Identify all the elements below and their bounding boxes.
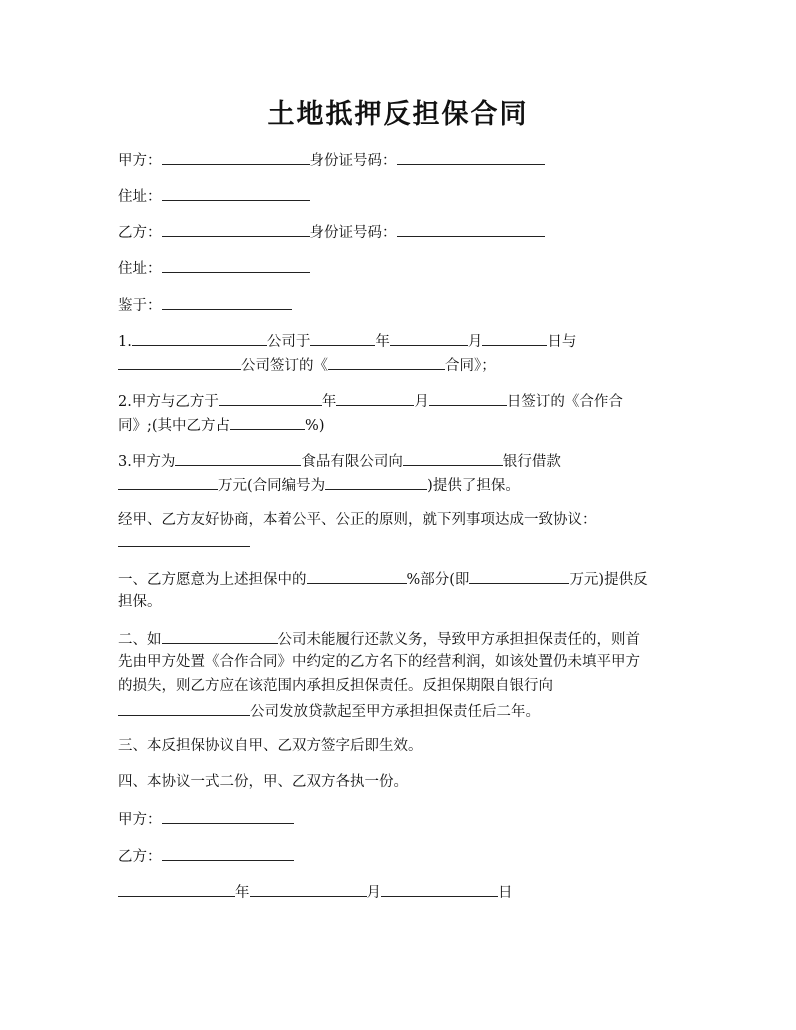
article-2-text-1: 二、如 (118, 632, 162, 648)
party-a-line (118, 147, 545, 173)
article-2-line-3: 的损失，则乙方应在该范围内承担反担保责任。反担保期限自银行向 (118, 678, 553, 694)
clause-1-year-field[interactable] (310, 328, 375, 346)
sign-day-field[interactable] (381, 879, 498, 897)
signature-party-a-field[interactable] (162, 806, 294, 824)
article-1-percent-field[interactable] (307, 566, 407, 584)
article-1-percent-part: %部分(即 (406, 572, 470, 588)
clause-2-text-1: 2.甲方与乙方于 (118, 394, 219, 410)
article-2-fail: 公司未能履行还款义务，导致甲方承担担保责任的，则首 (277, 632, 640, 648)
clause-2-text-2: 同》;(其中乙方占 (118, 418, 231, 434)
document-title: 土地抵押反担保合同 (267, 99, 529, 130)
party-b-name-field[interactable] (162, 219, 310, 237)
clause-3-bank-field[interactable] (403, 448, 503, 466)
article-1-line-2: 担保。 (118, 594, 162, 610)
party-b-address-field[interactable] (162, 255, 310, 273)
clause-1-year: 年 (375, 334, 390, 350)
clause-1-line-1 (118, 328, 576, 354)
signature-party-b (118, 843, 294, 869)
party-b-line (118, 219, 545, 245)
clause-1-company-at: 公司于 (266, 334, 311, 350)
clause-1-day-with: 日与 (547, 334, 577, 350)
party-a-address-label: 住址： (118, 189, 162, 205)
clause-1-company-field[interactable] (132, 328, 267, 346)
article-4: 四、本协议一式二份，甲、乙双方各执一份。 (118, 774, 408, 790)
clause-1-day-field[interactable] (482, 328, 547, 346)
signature-party-a-label: 甲方： (118, 812, 162, 828)
signature-party-b-label: 乙方： (118, 849, 162, 865)
party-b-address-line (118, 255, 310, 281)
article-2-line-4-text: 公司发放贷款起至甲方承担担保责任后二年。 (250, 704, 540, 720)
clause-2-year-field[interactable] (219, 388, 322, 406)
party-b-id-label: 身份证号码： (309, 225, 397, 241)
clause-1-line-2 (118, 352, 496, 378)
clause-1-contract-close: 合同》； (445, 358, 496, 374)
clause-3-contract-number-field[interactable] (325, 472, 427, 490)
party-b-id-field[interactable] (397, 219, 545, 237)
clause-1-signed-with: 公司签订的《 (241, 358, 328, 374)
sign-year-label: 年 (235, 885, 250, 901)
sign-month-label: 月 (366, 885, 381, 901)
clause-2-day-field[interactable] (429, 388, 507, 406)
article-3: 三、本反担保协议自甲、乙双方签字后即生效。 (118, 738, 423, 754)
party-a-address-line (118, 183, 310, 209)
clause-1-month: 月 (467, 334, 483, 350)
party-a-address-field[interactable] (162, 183, 310, 201)
clause-1-contract-field[interactable] (328, 352, 445, 370)
clause-2-year: 年 (321, 394, 337, 410)
article-1-line-1 (118, 566, 648, 592)
clause-1-month-field[interactable] (390, 328, 468, 346)
article-2-line-4 (118, 698, 540, 724)
signature-date-line (118, 879, 513, 905)
party-a-id-label: 身份证号码： (309, 153, 397, 169)
clause-2-signed-coop: 日签订的《合作合 (506, 394, 623, 410)
clause-2-percent-close: %) (305, 418, 325, 434)
witness-line (118, 292, 292, 318)
clause-2-line-2 (118, 412, 324, 438)
clause-1-partner-field[interactable] (118, 352, 241, 370)
clause-3-amount-field[interactable] (118, 472, 218, 490)
party-b-label: 乙方： (118, 225, 162, 241)
clause-1-number: 1. (118, 334, 132, 350)
clause-2-line-1 (118, 388, 623, 414)
clause-3-line-2 (118, 472, 520, 498)
party-a-label: 甲方： (118, 153, 162, 169)
witness-label: 鉴于： (118, 298, 162, 314)
clause-3-guarantee: )提供了担保。 (427, 478, 520, 494)
article-2-line-1 (118, 626, 640, 652)
clause-3-line-1 (118, 448, 561, 474)
article-1-amount-field[interactable] (469, 566, 569, 584)
signature-party-a (118, 806, 294, 832)
article-2-bank-company-field[interactable] (118, 698, 250, 716)
article-2-company-field[interactable] (162, 626, 278, 644)
sign-month-field[interactable] (250, 879, 367, 897)
clause-2-month: 月 (414, 394, 429, 410)
party-b-address-label: 住址： (118, 261, 162, 277)
signature-party-b-field[interactable] (162, 843, 294, 861)
article-1-provide-counter: 万元)提供反 (569, 572, 648, 588)
clause-2-percent-field[interactable] (230, 412, 305, 430)
clause-3-amount: 万元(合同编号为 (218, 478, 326, 494)
clause-3-food-company-field[interactable] (175, 448, 301, 466)
article-2-line-2: 先由甲方处置《合作合同》中约定的乙方名下的经营利润，如该处置仍未填平甲方 (118, 654, 640, 670)
party-a-id-field[interactable] (397, 147, 545, 165)
sign-year-field[interactable] (118, 879, 235, 897)
consensus-blank-rule[interactable] (118, 546, 250, 547)
sign-day-label: 日 (498, 885, 513, 901)
article-1-text-1: 一、乙方愿意为上述担保中的 (118, 572, 307, 588)
clause-3-bank-loan: 银行借款 (502, 454, 561, 470)
clause-2-month-field[interactable] (336, 388, 414, 406)
clause-3-text-1: 3.甲方为 (118, 454, 176, 470)
clause-3-food-company: 食品有限公司向 (301, 454, 403, 470)
party-a-name-field[interactable] (162, 147, 310, 165)
witness-field[interactable] (162, 292, 292, 310)
consensus-line: 经甲、乙方友好协商，本着公平、公正的原则，就下列事项达成一致协议： (118, 512, 597, 528)
